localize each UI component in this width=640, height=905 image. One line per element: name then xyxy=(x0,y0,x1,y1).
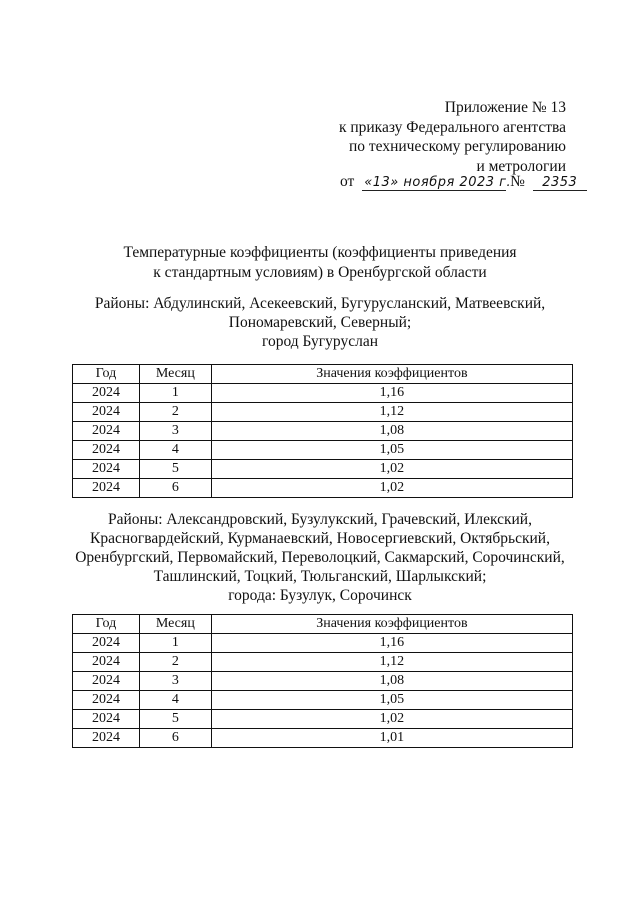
table-row xyxy=(73,441,573,460)
table-row xyxy=(73,691,573,710)
cell-year: 2024 xyxy=(73,653,140,672)
cell-year: 2024 xyxy=(73,460,140,479)
column-header-month: Месяц xyxy=(139,615,211,634)
districts-line: город Бугуруслан xyxy=(262,333,378,350)
districts-line: города: Бузулук, Сорочинск xyxy=(228,587,412,604)
cell-month: 4 xyxy=(139,691,211,710)
coefficients-table-1 xyxy=(72,364,573,498)
districts-group-1 xyxy=(40,294,600,351)
cell-value: 1,02 xyxy=(211,479,572,498)
table-row xyxy=(73,460,573,479)
appendix-order-line: к приказу Федерального агентства xyxy=(338,118,566,136)
document-title xyxy=(60,243,580,282)
cell-value: 1,08 xyxy=(211,672,572,691)
cell-month: 6 xyxy=(139,479,211,498)
appendix-header xyxy=(266,98,566,176)
table-row xyxy=(73,403,573,422)
cell-month: 1 xyxy=(139,634,211,653)
cell-year: 2024 xyxy=(73,634,140,653)
table-row xyxy=(73,710,573,729)
cell-value: 1,02 xyxy=(211,710,572,729)
table-row xyxy=(73,634,573,653)
table-row xyxy=(73,672,573,691)
cell-year: 2024 xyxy=(73,441,140,460)
cell-value: 1,01 xyxy=(211,729,572,748)
cell-month: 6 xyxy=(139,729,211,748)
districts-line: Ташлинский, Тоцкий, Тюльганский, Шарлыкский; xyxy=(153,568,487,585)
cell-year: 2024 xyxy=(73,479,140,498)
appendix-title: Приложение № 13 xyxy=(444,99,566,116)
districts-group-2 xyxy=(40,510,600,605)
column-header-month: Месяц xyxy=(139,365,211,384)
districts-line: Оренбургский, Первомайский, Переволоцкий, Сакмарский, Сорочинский, xyxy=(75,549,565,566)
column-header-value: Значения коэффициентов xyxy=(211,615,572,634)
title-line-1: Температурные коэффициенты (коэффициенты приведения xyxy=(123,244,517,261)
cell-month: 3 xyxy=(139,672,211,691)
cell-value: 1,16 xyxy=(211,384,572,403)
districts-line: Районы: Александровский, Бузулукский, Грачевский, Илекский, xyxy=(108,511,532,528)
cell-year: 2024 xyxy=(73,384,140,403)
table-row xyxy=(73,384,573,403)
table-header-row xyxy=(73,365,573,384)
handwritten-date: «13» ноября 2023 г. xyxy=(364,175,512,190)
cell-year: 2024 xyxy=(73,691,140,710)
coefficients-table-2 xyxy=(72,614,573,748)
column-header-value: Значения коэффициентов xyxy=(211,365,572,384)
cell-value: 1,05 xyxy=(211,691,572,710)
number-prefix: № xyxy=(510,173,525,190)
cell-year: 2024 xyxy=(73,403,140,422)
districts-line: Пономаревский, Северный; xyxy=(228,314,412,331)
appendix-metrology-line: и метрологии xyxy=(476,157,566,175)
column-header-year: Год xyxy=(73,615,140,634)
cell-value: 1,16 xyxy=(211,634,572,653)
order-date-line xyxy=(340,172,587,191)
cell-year: 2024 xyxy=(73,422,140,441)
handwritten-number: 2353 xyxy=(533,176,587,191)
table-row xyxy=(73,479,573,498)
districts-line: Красногвардейский, Курманаевский, Новосергиевский, Октябрьский, xyxy=(90,530,550,547)
cell-month: 2 xyxy=(139,653,211,672)
cell-year: 2024 xyxy=(73,729,140,748)
date-prefix: от xyxy=(340,173,355,190)
cell-value: 1,12 xyxy=(211,403,572,422)
cell-month: 5 xyxy=(139,460,211,479)
cell-value: 1,05 xyxy=(211,441,572,460)
title-line-2: к стандартным условиям) в Оренбургской области xyxy=(153,263,487,281)
column-header-year: Год xyxy=(73,365,140,384)
appendix-agency-line: по техническому регулированию xyxy=(348,138,566,155)
table-row xyxy=(73,653,573,672)
cell-value: 1,02 xyxy=(211,460,572,479)
districts-line: Районы: Абдулинский, Асекеевский, Бугурусланский, Матвеевский, xyxy=(94,295,546,312)
table-row xyxy=(73,422,573,441)
cell-month: 5 xyxy=(139,710,211,729)
cell-month: 1 xyxy=(139,384,211,403)
cell-month: 3 xyxy=(139,422,211,441)
cell-month: 4 xyxy=(139,441,211,460)
table-header-row xyxy=(73,615,573,634)
table-row xyxy=(73,729,573,748)
cell-value: 1,12 xyxy=(211,653,572,672)
cell-value: 1,08 xyxy=(211,422,572,441)
cell-year: 2024 xyxy=(73,672,140,691)
cell-year: 2024 xyxy=(73,710,140,729)
cell-month: 2 xyxy=(139,403,211,422)
